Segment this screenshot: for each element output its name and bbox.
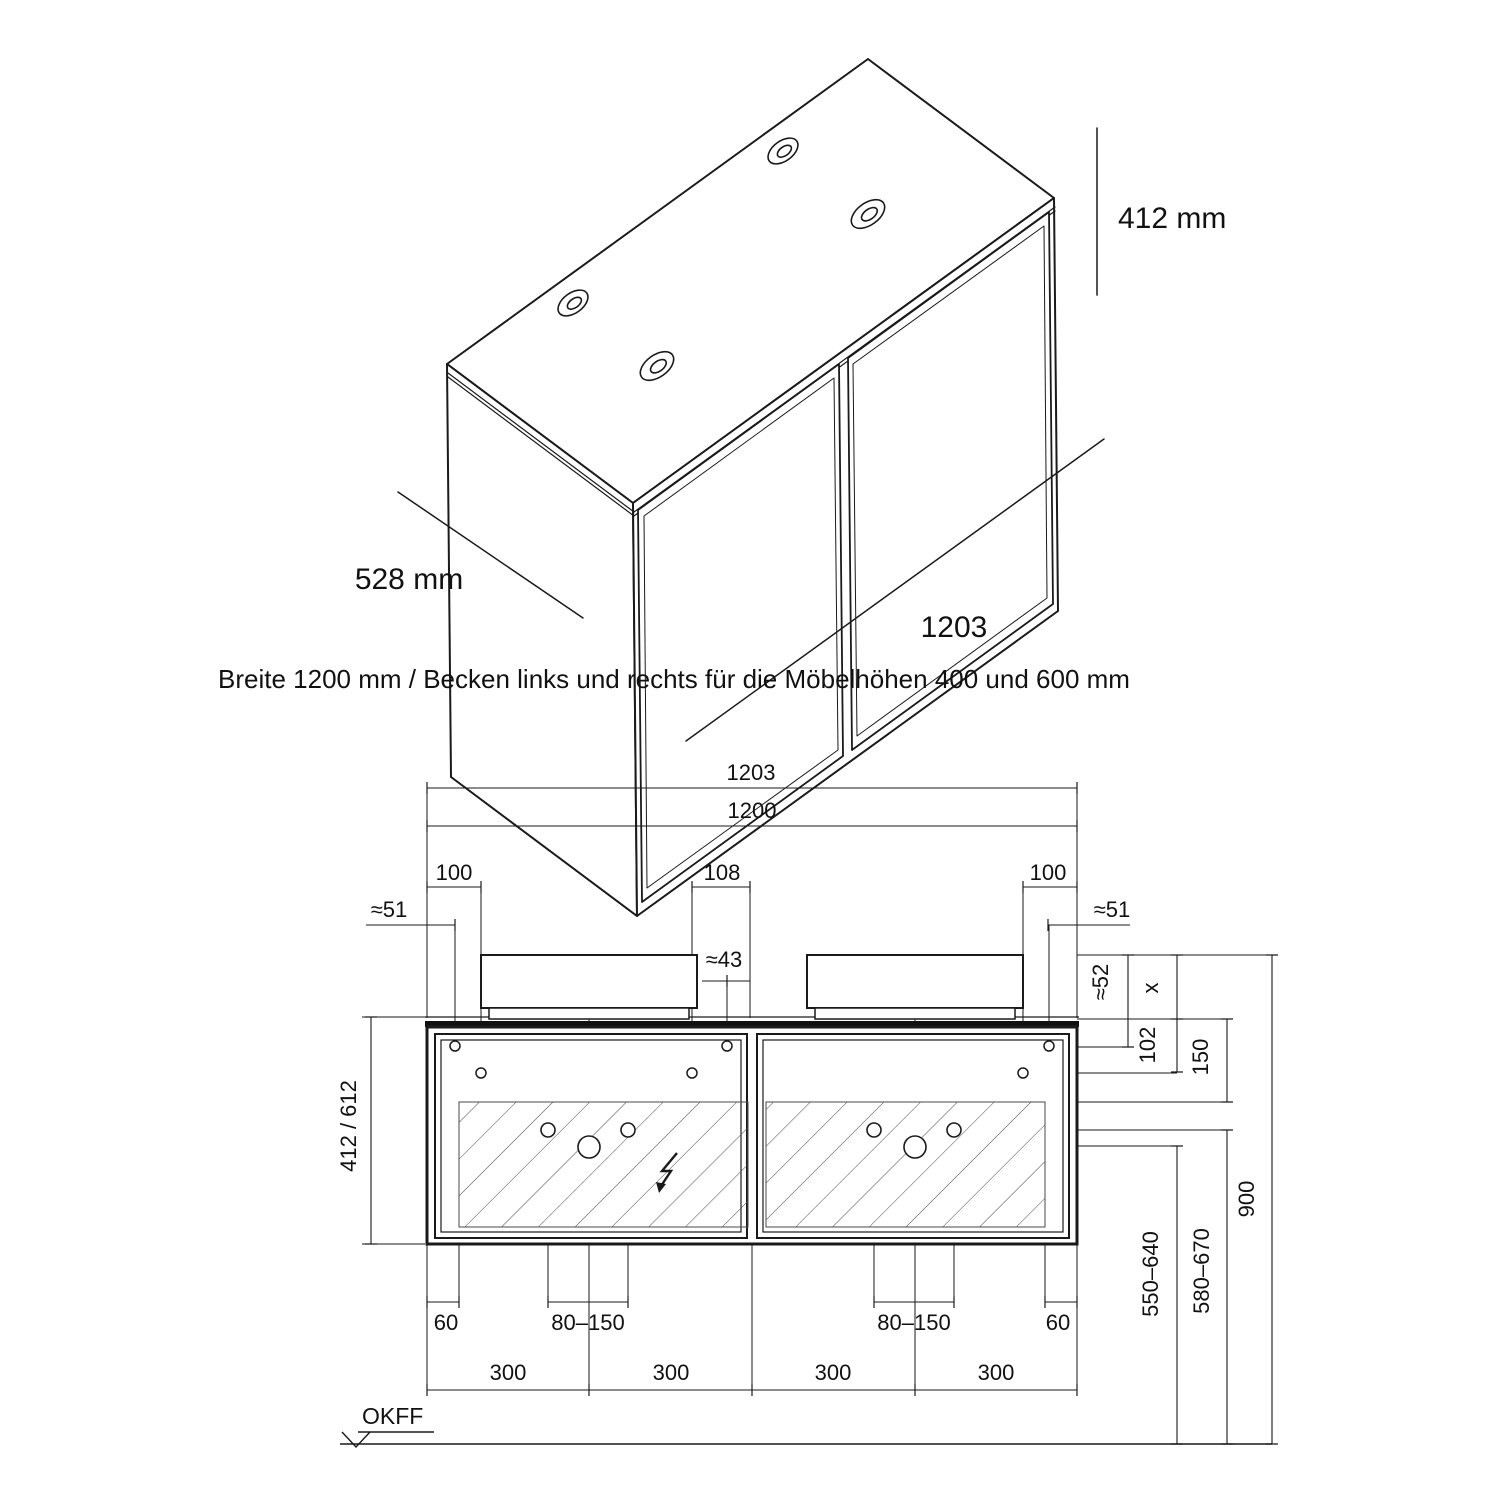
right-basin (807, 955, 1023, 1019)
iso-depth-label: 528 mm (354, 563, 464, 596)
dim-52: ≈52 (1088, 963, 1113, 1001)
dim-left-100: 100 (435, 860, 473, 885)
okff-label: OKFF (362, 1403, 424, 1429)
dim-300-3: 300 (814, 1360, 852, 1385)
fixing-point (722, 1041, 732, 1051)
fixing-point (476, 1068, 486, 1078)
fixing-point (687, 1068, 697, 1078)
left-basin-plinth (489, 1008, 689, 1019)
dim-300-4: 300 (977, 1360, 1015, 1385)
water-connection (867, 1123, 881, 1137)
dim-right-60: 60 (1045, 1310, 1071, 1335)
front-elevation (336, 760, 1278, 1447)
dim-right-51: ≈51 (1093, 897, 1131, 922)
dim-580-670: 580–670 (1189, 1228, 1214, 1314)
fixing-point (450, 1041, 460, 1051)
left-basin (481, 955, 697, 1019)
right-basin-body (807, 955, 1023, 1008)
drain-connection (904, 1136, 926, 1158)
fixing-point (1018, 1068, 1028, 1078)
iso-height-label: 412 mm (1118, 202, 1227, 235)
dim-right-100: 100 (1029, 860, 1067, 885)
iso-width-label: 1203 (920, 611, 988, 644)
dim-102: 102 (1135, 1026, 1160, 1064)
dim-body-width: 1200 (727, 798, 777, 823)
left-installation-zone (459, 1102, 748, 1227)
dim-x: x (1138, 982, 1163, 994)
dim-left-60: 60 (433, 1310, 459, 1335)
fixing-point (1044, 1041, 1054, 1051)
dim-300-2: 300 (652, 1360, 690, 1385)
dim-right-mixer: 80–150 (877, 1310, 951, 1335)
dim-cabinet-height: 412 / 612 (336, 1080, 361, 1172)
right-basin-plinth (815, 1008, 1015, 1019)
dim-550-640: 550–640 (1138, 1231, 1163, 1317)
water-connection (621, 1123, 635, 1137)
right-installation-zone (766, 1102, 1045, 1227)
left-basin-body (481, 955, 697, 1008)
caption: Breite 1200 mm / Becken links und rechts für die Möbelhöhen 400 und 600 mm (218, 664, 1130, 694)
dim-900: 900 (1234, 1180, 1259, 1218)
dim-150: 150 (1188, 1038, 1213, 1076)
dim-mid-108: 108 (703, 860, 741, 885)
dim-overall-width: 1203 (726, 760, 776, 785)
dim-left-51: ≈51 (370, 897, 408, 922)
water-connection (947, 1123, 961, 1137)
dim-300-1: 300 (489, 1360, 527, 1385)
dim-drain-43: ≈43 (705, 947, 743, 972)
water-connection (541, 1123, 555, 1137)
dim-left-mixer: 80–150 (551, 1310, 625, 1335)
left-dimension-lines (362, 1017, 425, 1244)
drain-connection (578, 1136, 600, 1158)
